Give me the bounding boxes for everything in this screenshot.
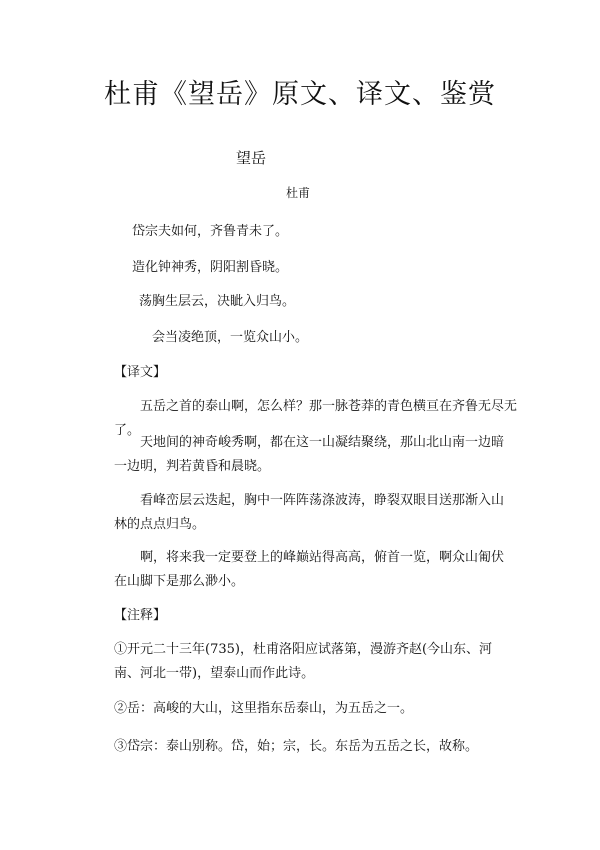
translation-paragraph-1: 五岳之首的泰山啊，怎么样？那一脉苍莽的青色横亘在齐鲁无尽无了。 [114,399,518,438]
notes-heading: 【注释】 [114,608,167,623]
poem-line-2: 造化钟神秀，阴阳割昏晓。 [132,260,289,275]
poem-line-3: 荡胸生层云，决眦入归鸟。 [139,294,296,309]
poem-title: 望岳 [236,149,267,167]
poem-line-4: 会当凌绝顶，一览众山小。 [152,330,309,345]
translation-paragraph-3: 看峰峦层云迭起，胸中一阵阵荡涤波涛，睁裂双眼目送那渐入山林的点点归鸟。 [114,493,505,532]
note-item-3: ③岱宗：泰山别称。岱，始；宗，长。东岳为五岳之长，故称。 [114,739,479,754]
poem-author: 杜甫 [286,186,311,200]
note-item-1: ①开元二十三年(735)，杜甫洛阳应试落第，漫游齐赵(今山东、河南、河北一带)，望泰山而作此诗。 [114,642,493,681]
translation-paragraph-2: 天地间的神奇峻秀啊，都在这一山凝结聚绕，那山北山南一边暗一边明，判若黄昏和晨晓。 [114,435,505,474]
translation-paragraph-4: 啊，将来我一定要登上的峰巅站得高高，俯首一览，啊众山匍伏在山脚下是那么渺小。 [114,550,505,589]
translation-heading: 【译文】 [114,365,167,380]
poem-line-1: 岱宗夫如何，齐鲁青未了。 [132,224,289,239]
document-title: 杜甫《望岳》原文、译文、鉴赏 [104,79,496,110]
note-item-2: ②岳：高峻的大山，这里指东岳泰山，为五岳之一。 [114,701,414,716]
